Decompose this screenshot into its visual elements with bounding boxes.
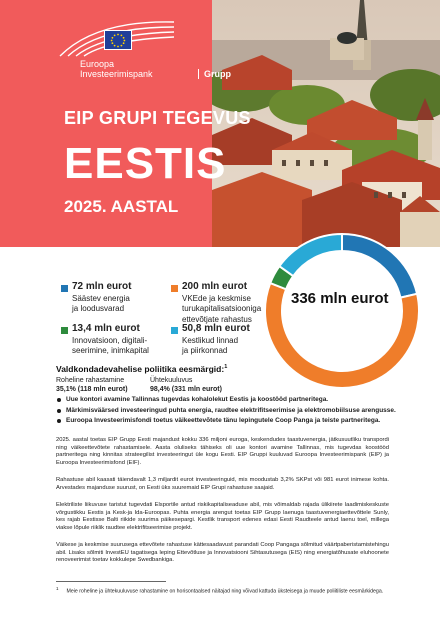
footnote-mark: 1 [56,586,59,591]
body-paragraph: 2025. aastal toetas EIP Grupp Eesti majandust kokku 336 miljoni euroga, keskendudes taastuvenergia, jätkusuutliku transpordi ning väikeettevõtete rahastamisele. Aasta oluliseks tähiseks oli uue kontori avamine Tallinnas, mis tugevdas koostööd partneritega ning kinnitas strateegilist investeeringut üle kogu Eesti. EIP Gruppi kuuluvad Euroopa Investeerimispank (EIP) ja Euroopa Investeerimisfond (EIF). [56,437,389,466]
stat-amount: 200 mln eurot [182,281,248,292]
legend-swatch-innovation [61,327,68,334]
stat-innovation [72,324,178,357]
footnote-divider [56,581,166,582]
stat-label-line: ja loodusvarad [72,304,125,313]
policy-green-value: 35,1% (118 mln eurot) [56,386,128,393]
policy-cohesion-label: Ühtekuuluvus [150,377,193,384]
stat-label-line: ja piirkonnad [182,346,228,355]
legend-swatch-energy [61,285,68,292]
body-paragraph: Elektriliste liikuvuse taristut tugevdati Elsportile antud riskikapitaliseaduse abil, mis võimaldab rajada ülikiirete laadimiskeskuste võrgustikku Eestis ja Kesk-ja Ida-Euroopas. Puhta energia arengut toetas EIP Grupp laenuga taastuvenergiaettevõttele Sunly, kes rajab Eestisse Balti riikide suurima päikesepargi. Kestlik transport edenes edasi Eesti Raudteele antud laenu toel, millega viakse lõpule riiklik raudtee elektrifitseerimise projekt. [56,502,389,531]
eib-group-logo [56,18,231,80]
country-title: EESTIS [64,139,227,188]
policy-cohesion [150,376,222,394]
stat-label-line: Säästev energia [72,293,130,303]
donut-slice-3 [279,234,342,276]
logo-name-line1: Euroopa [80,59,115,69]
donut-chart-svg [263,232,421,390]
logo-name-line2: Investeerimispank [80,69,153,79]
policy-green-label: Roheline rahastamine [56,377,125,384]
stat-label-line: turukapitalisatsiooniga [182,304,262,313]
year-title: 2025. AASTAL [64,197,179,216]
policy-green [56,376,128,394]
highlights-list [56,396,396,428]
policy-heading [56,364,227,374]
donut-chart [263,232,421,390]
eu-flag-icon [104,30,132,50]
page-title: EIP GRUPI TEGEVUS [64,108,251,128]
body-paragraph: Väikese ja keskmise suurusega ettevõtete rahastuse kättesaadavust parandati Coop Pangaga sõlmitud väärtpaberistamistehingu abil. Lisaks sõlmiti InvestEU tagatisega leping Ettevõtluse ja Innovatsiooni Sihtasutusega (EIS) ning energiatõhusate eluhoonete renoveerimist toetav kokkulepe Swedbankiga. [56,542,389,564]
logo-text [80,59,231,79]
footnote [56,586,389,596]
footnote-ref: 1 [224,364,228,371]
stat-amount: 13,4 mln eurot [72,323,140,334]
stat-energy [72,282,172,315]
stat-amount: 50,8 mln eurot [182,323,250,334]
legend-swatch-cities [171,327,178,334]
donut-slice-0 [342,234,417,298]
legend-swatch-sme [171,285,178,292]
list-item: Euroopa Investeerimisfondi toetus väikeettevõtete tänu lepingutele Coop Panga ja teiste partneritega. [56,417,396,425]
list-item: Uue kontori avamine Tallinnas tugevdas kohalolekut Eestis ja koostööd partneritega. [56,396,396,404]
stat-amount: 72 mln eurot [72,281,132,292]
list-item: Märkimisväärsed investeeringud puhta energia, raudtee elektrifitseerimise ja elektromobiilsuse arengusse. [56,407,396,415]
donut-total-label: 336 mln eurot [291,290,389,307]
stat-label-line: VKEde ja keskmise [182,293,251,303]
body-paragraph: Rahastuse abil kaasati täiendavalt 1,3 miljardit eurot investeeringuid, mis moodustab 3,2% SKPst või 981 eurot inimese kohta. Arvestades majanduse suurust, on Eesti üks suuremaid EIP Grupi rahastuse saajaid. [56,477,389,491]
stat-label-line: ettevõtjate rahastus [182,314,252,324]
policy-cohesion-value: 98,4% (331 mln eurot) [150,386,222,393]
hero-banner [0,0,440,247]
stat-label-line: Innovatsioon, digitali- [72,335,148,345]
logo-group-label: Grupp [198,69,231,79]
stat-label-line: seerimine, inimkapital [72,346,149,355]
stat-label-line: Kestlikud linnad [182,335,239,345]
policy-heading-text: Valdkondadevahelise poliitika eesmärgid: [56,364,225,374]
footnote-text: Meie roheline ja ühtekuuluvuse rahastamine on horisontaalsed näitajad ning võivad kattuda üksteisega ja muude poliitiliste eesmärkidega. [66,588,384,595]
